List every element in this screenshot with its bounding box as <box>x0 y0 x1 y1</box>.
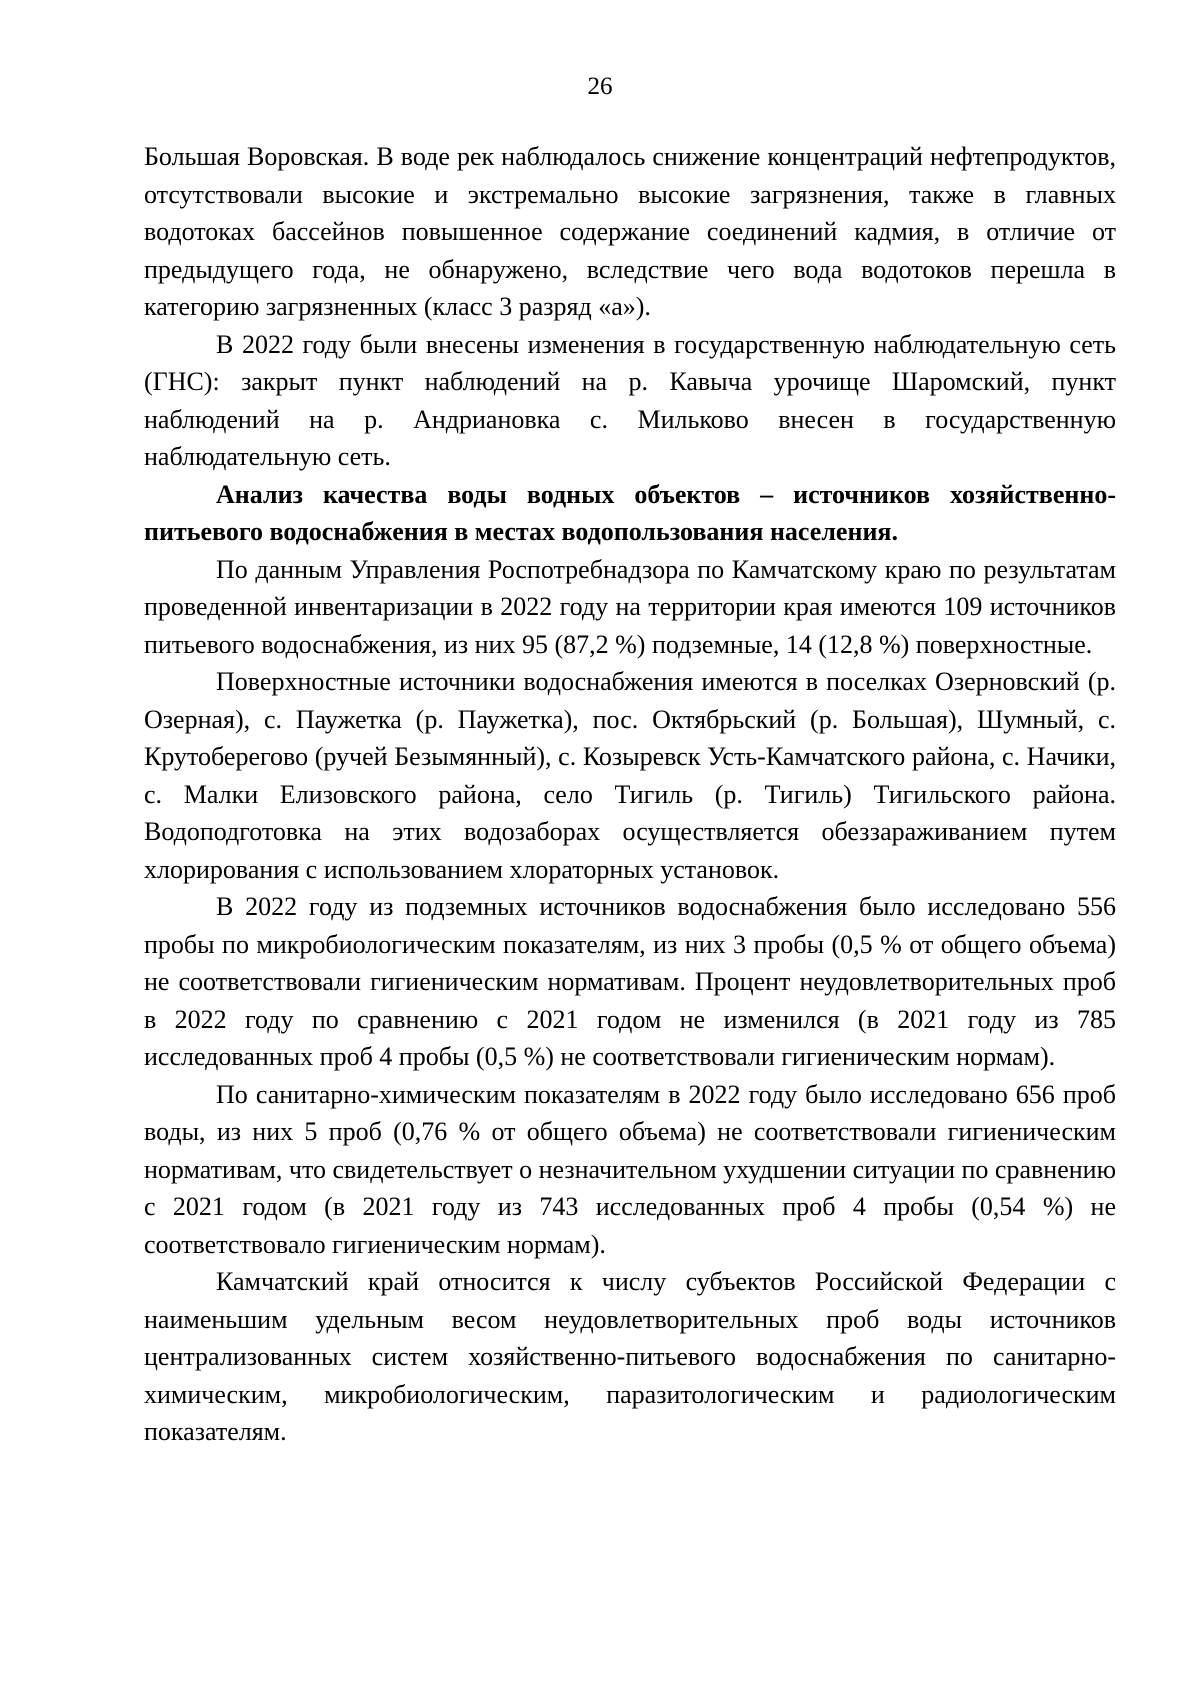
paragraph-water-sources-inventory: По данным Управления Роспотребнадзора по Камчатскому краю по результатам проведенной инвентаризации в 2022 году на территории края имеются 109 источников питьевого водоснабжения, из них 95 (87,2 %) подземные, 14 (12,8 %) поверхностные. <box>144 554 1116 659</box>
paragraph-conclusion: Камчатский край относится к числу субъектов Российской Федерации с наименьшим удельным весом неудовлетворительных проб воды источников централизованных систем хозяйственно-питьевого водоснабжения по санитарно-химическим, микробиологическим, паразитологическим и радиологическим показателям. <box>144 1267 1116 1446</box>
document-body <box>144 138 1116 1451</box>
page-number: 26 <box>587 73 613 100</box>
paragraph-chemical-tests: По санитарно-химическим показателям в 2022 году было исследовано 656 проб воды, из них 5 проб (0,76 % от общего объема) не соответствовали гигиеническим нормативам, что свидетельствует о незначительном ухудшении ситуации по сравнению с 2021 годом (в 2021 году из 743 исследованных проб 4 пробы (0,54 %) не соответствовало гигиеническим нормам). <box>144 1079 1116 1259</box>
paragraph-continuation: Большая Воровская. В воде рек наблюдалось снижение концентраций нефтепродуктов, отсутствовали высокие и экстремально высокие загрязнения, также в главных водотоках бассейнов повышенное содержание соединений кадмия, в отличие от предыдущего года, не обнаружено, вследствие чего вода водотоков перешла в категорию загрязненных (класс 3 разряд «а»). <box>144 142 1116 321</box>
paragraph-surface-sources: Поверхностные источники водоснабжения имеются в поселках Озерновский (р. Озерная), с. Паужетка (р. Паужетка), пос. Октябрьский (р. Большая), Шумный, с. Крутоберегово (ручей Безымянный), с. Козыревск Усть-Камчатского района, с. Начики, с. Малки Елизовского района, село Тигиль (р. Тигиль) Тигильского района. Водоподготовка на этих водозаборах осуществляется обеззараживанием путем хлорирования с использованием хлораторных установок. <box>144 667 1116 884</box>
paragraph-monitoring-network-changes: В 2022 году были внесены изменения в государственную наблюдательную сеть (ГНС): закрыт пункт наблюдений на р. Кавыча урочище Шаромский, пункт наблюдений на р. Андриановка с. Мильково внесен в государственную наблюдательную сеть. <box>144 329 1116 471</box>
section-heading: Анализ качества воды водных объектов – источников хозяйственно-питьевого водоснабжения в местах водопользования населения. <box>144 479 1116 546</box>
paragraph-microbiological-tests: В 2022 году из подземных источников водоснабжения было исследовано 556 пробы по микробиологическим показателям, из них 3 пробы (0,5 % от общего объема) не соответствовали гигиеническим нормативам. Процент неудовлетворительных проб в 2022 году по сравнению с 2021 годом не изменился (в 2021 году из 785 исследованных проб 4 пробы (0,5 %) не соответствовали гигиеническим нормам). <box>144 892 1116 1071</box>
